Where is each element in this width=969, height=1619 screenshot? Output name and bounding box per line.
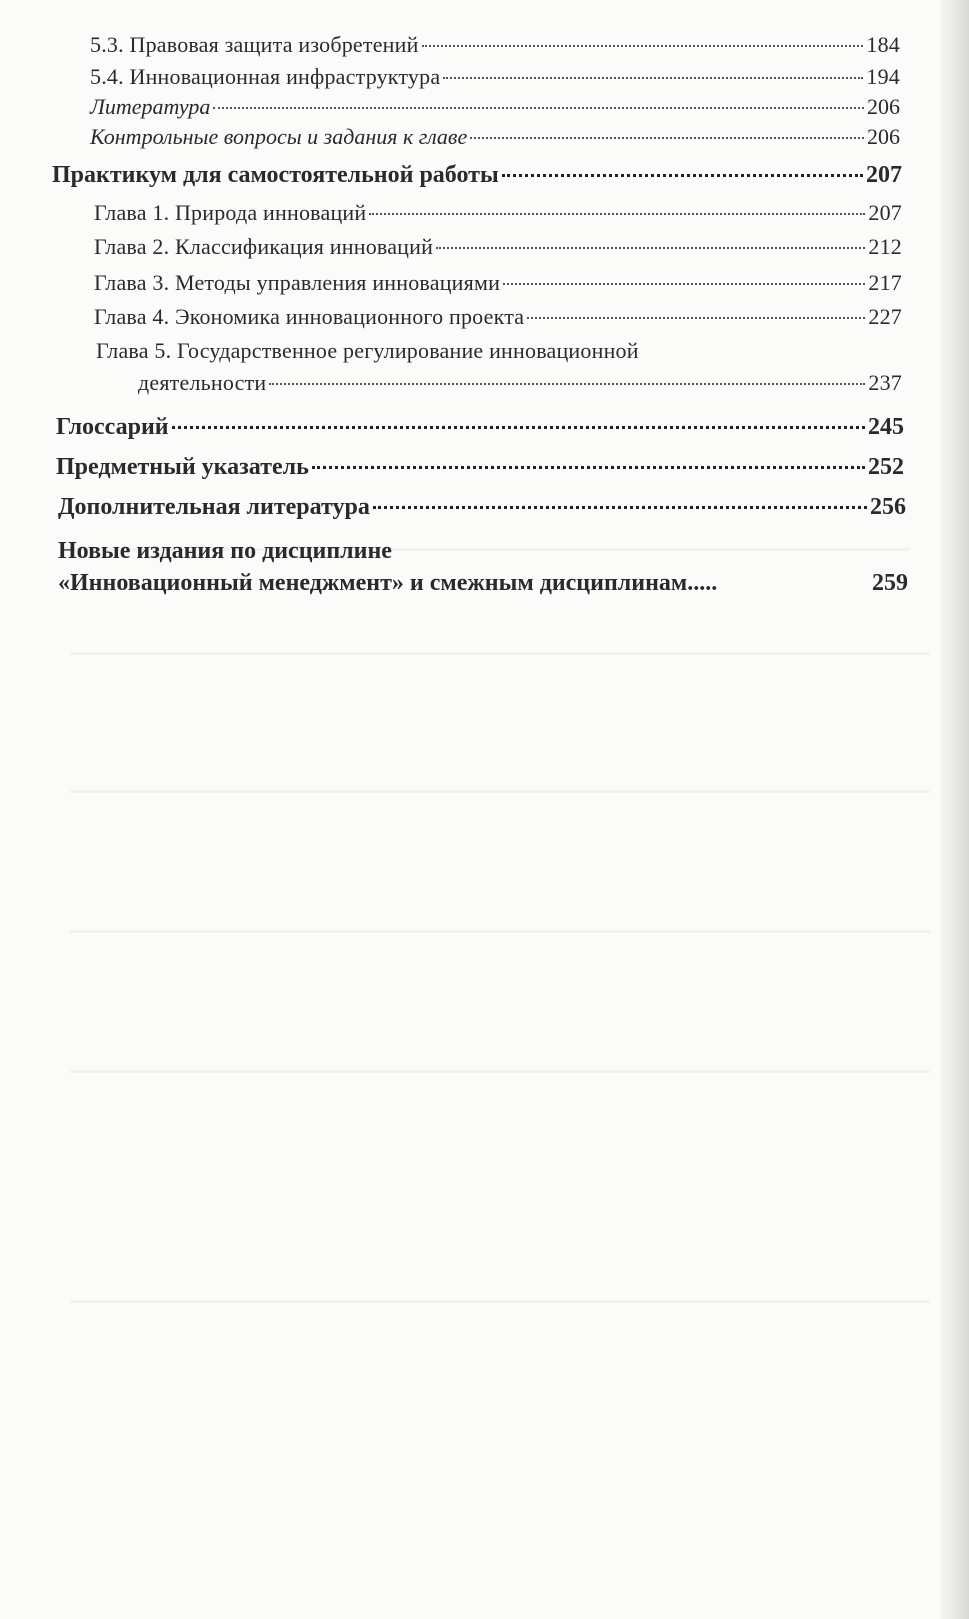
toc-section xyxy=(52,162,902,189)
bleed-through-mark xyxy=(70,930,930,933)
toc-entry-title: 5.3. Правовая защита изобретений xyxy=(90,32,419,57)
toc-entry-title-line1: Глава 5. Государственное регулирование инновационной xyxy=(96,338,639,363)
toc-entry-title: Глава 4. Экономика инновационного проекта xyxy=(94,304,525,329)
toc-entry-page: 194 xyxy=(866,64,900,89)
toc-entry xyxy=(94,234,902,260)
toc-entry-title: Глава 2. Классификация инноваций xyxy=(94,234,434,259)
toc-entry xyxy=(90,124,900,150)
dot-leader xyxy=(172,426,865,429)
bleed-through-mark xyxy=(70,1300,930,1303)
dot-leader xyxy=(312,466,865,469)
dot-leader xyxy=(269,383,865,385)
dot-leader xyxy=(527,317,865,319)
toc-entry xyxy=(90,32,900,58)
toc-entry xyxy=(94,304,902,330)
dot-leader xyxy=(213,107,864,109)
page-edge-shadow xyxy=(941,0,969,1619)
toc-section-page: 252 xyxy=(868,454,904,480)
toc-entry xyxy=(94,270,902,296)
toc-section-page: 245 xyxy=(868,414,904,440)
toc-entry-title-line2: деятельности xyxy=(138,370,267,395)
toc-entry-page: 217 xyxy=(868,270,902,295)
toc-section-title: Практикум для самостоятельной работы xyxy=(52,162,499,188)
toc-entry-page: 206 xyxy=(867,94,900,119)
dot-leader xyxy=(373,506,867,509)
bleed-through-mark xyxy=(70,652,930,655)
toc-entry-page: 207 xyxy=(868,200,902,225)
toc-section-page: 259 xyxy=(872,570,908,596)
toc-entry xyxy=(90,64,900,90)
toc-section-page: 256 xyxy=(870,494,906,520)
toc-entry-title: 5.4. Инновационная инфраструктура xyxy=(90,64,441,89)
dot-leader xyxy=(422,45,864,47)
dot-leader xyxy=(502,174,863,177)
dot-leader xyxy=(443,77,863,79)
toc-section-title: Предметный указатель xyxy=(56,454,309,480)
dot-leader xyxy=(503,283,865,285)
dot-leader xyxy=(369,213,865,215)
toc-section-title: Дополнительная литература xyxy=(58,494,370,520)
dot-leader xyxy=(436,247,865,249)
toc-section xyxy=(56,414,904,441)
toc-entry xyxy=(90,94,900,120)
toc-entry xyxy=(138,370,902,396)
toc-section xyxy=(58,494,906,521)
toc-entry-title: Глава 1. Природа инноваций xyxy=(94,200,367,225)
toc-entry-title: Контрольные вопросы и задания к главе xyxy=(90,124,468,149)
toc-section-title: Глоссарий xyxy=(56,414,169,440)
bleed-through-mark xyxy=(70,1070,930,1073)
bleed-through-mark xyxy=(70,790,930,793)
toc-entry-title: Литература xyxy=(90,94,211,119)
toc-entry xyxy=(94,200,902,226)
toc-entry-page: 237 xyxy=(868,370,902,395)
dot-leader xyxy=(470,137,864,139)
toc-entry-title: Глава 3. Методы управления инновациями xyxy=(94,270,501,295)
toc-entry-page: 227 xyxy=(868,304,902,329)
toc-section-title-line1: Новые издания по дисциплине xyxy=(58,538,392,564)
toc-entry-page: 212 xyxy=(868,234,902,259)
toc-entry-page: 206 xyxy=(867,124,900,149)
toc-section xyxy=(56,454,904,481)
toc-section-title-line2: «Инновационный менеджмент» и смежным дисциплинам..... xyxy=(58,570,718,596)
toc-section-page: 207 xyxy=(866,162,902,188)
toc-section xyxy=(58,570,908,597)
toc-entry-page: 184 xyxy=(866,32,900,57)
